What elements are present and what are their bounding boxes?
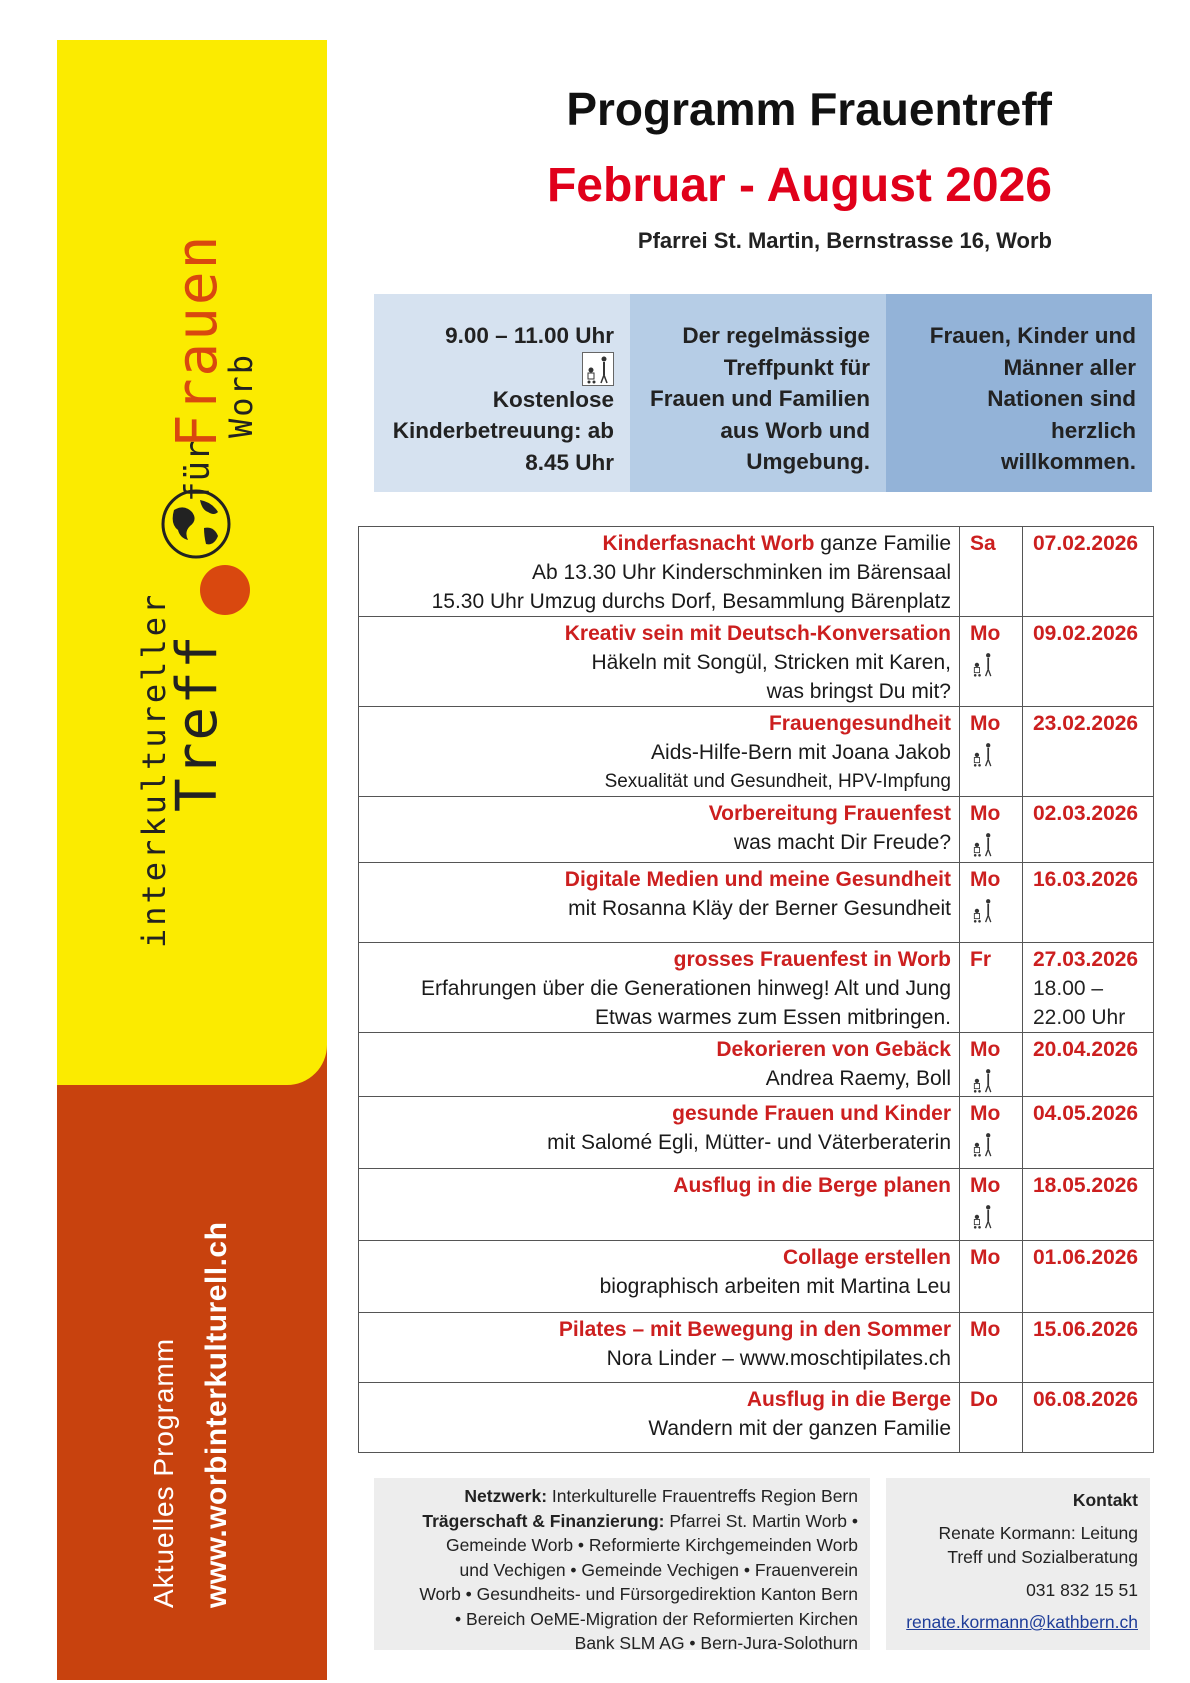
event-detail: Etwas warmes zum Essen mitbringen. <box>595 1006 951 1029</box>
table-row <box>359 1313 1154 1383</box>
childcare-icon <box>970 896 996 924</box>
table-row <box>359 617 1154 707</box>
event-title: Ausflug in die Berge planen <box>673 1174 951 1197</box>
brand-word-frauen: Frauen <box>165 233 230 448</box>
event-date: 06.08.2026 <box>1023 1383 1154 1453</box>
event-detail: mit Salomé Egli, Mütter- und Väterberaterin <box>547 1131 951 1154</box>
sponsor-line: Worb • Gesundheits- und Fürsorgedirektion Kanton Bern <box>419 1584 858 1604</box>
event-date: 18.05.2026 <box>1023 1169 1154 1241</box>
event-detail: Erfahrungen über die Generationen hinweg! Alt und Jung <box>420 977 951 1000</box>
event-detail: Häkeln mit Songül, Stricken mit Karen, <box>591 651 951 674</box>
brand-word-worb: Worb <box>222 352 260 438</box>
contact-phone: 031 832 15 51 <box>1026 1579 1138 1600</box>
childcare-icon <box>970 1066 996 1094</box>
contact-email-link[interactable]: renate.kormann@kathbern.ch <box>906 1612 1138 1632</box>
event-detail: mit Rosanna Kläy der Berner Gesundheit <box>568 897 951 920</box>
table-row <box>359 707 1154 797</box>
event-day: Do <box>960 1383 1023 1453</box>
event-detail: Sexualität und Gesundheit, HPV-Impfung <box>604 771 951 792</box>
event-day: Mo <box>970 1102 1001 1125</box>
event-detail: Ab 13.30 Uhr Kinderschminken im Bärensaal <box>531 561 951 584</box>
brand-word-interkultureller: interkultureller <box>135 591 173 948</box>
event-detail: Andrea Raemy, Boll <box>765 1067 951 1090</box>
brand-bar-top <box>57 40 327 1085</box>
brand-word-treff: Treff <box>165 633 230 812</box>
info-time: 9.00 – 11.00 Uhr <box>445 323 614 348</box>
sponsor-line: Gemeinde Worb • Reformierte Kirchgemeinden Worb <box>445 1535 858 1555</box>
event-time-start: 18.00 – <box>1033 977 1104 1000</box>
contact-person-2: Treff und Sozialberatung <box>947 1547 1138 1567</box>
sponsor-text: Pfarrei St. Martin Worb • <box>664 1510 858 1531</box>
page-title: Programm Frauentreff <box>566 83 1052 135</box>
event-day: Mo <box>970 622 1001 645</box>
event-detail: 15.30 Uhr Umzug durchs Dorf, Besammlung Bärenplatz <box>431 590 951 613</box>
event-date: 20.04.2026 <box>1023 1033 1154 1097</box>
info-welcome-3: Nationen sind <box>987 386 1136 411</box>
table-row <box>359 1033 1154 1097</box>
event-day: Mo <box>970 802 1001 825</box>
event-day: Mo <box>970 868 1001 891</box>
sponsor-line: Bank SLM AG • Bern-Jura-Solothurn <box>574 1633 858 1653</box>
event-detail: was macht Dir Freude? <box>733 831 951 854</box>
info-desc-3: Frauen und Familien <box>649 386 870 411</box>
page-subtitle: Februar - August 2026 <box>546 159 1052 212</box>
event-day: Mo <box>970 1038 1001 1061</box>
info-childcare-1: Kostenlose <box>492 386 614 412</box>
event-day: Sa <box>960 527 1023 617</box>
event-title: Ausflug in die Berge <box>746 1388 951 1411</box>
event-title: Dekorieren von Gebäck <box>716 1038 951 1061</box>
brand-dot-icon <box>200 565 250 615</box>
event-title: gesunde Frauen und Kinder <box>672 1102 951 1125</box>
event-title: Frauengesundheit <box>768 712 951 735</box>
info-childcare-2: Kinderbetreuung: ab <box>392 418 614 443</box>
event-day: Mo <box>960 1241 1023 1313</box>
event-title: Kreativ sein mit Deutsch-Konversation <box>564 622 951 645</box>
table-row <box>359 1241 1154 1313</box>
info-desc-5: Umgebung. <box>746 449 870 474</box>
table-row <box>359 527 1154 617</box>
childcare-icon <box>970 1130 996 1158</box>
contact-heading: Kontakt <box>1072 1490 1138 1510</box>
table-row <box>359 1169 1154 1241</box>
sponsor-line: • Bereich OeME-Migration der Reformierten Kirchen <box>455 1608 858 1629</box>
table-row <box>359 863 1154 943</box>
table-row <box>359 1383 1154 1453</box>
location: Pfarrei St. Martin, Bernstrasse 16, Worb <box>637 228 1052 253</box>
event-date: 09.02.2026 <box>1023 617 1154 707</box>
event-date: 04.05.2026 <box>1023 1097 1154 1169</box>
event-title: Vorbereitung Frauenfest <box>708 802 951 825</box>
event-title: Collage erstellen <box>782 1246 951 1269</box>
table-row <box>359 797 1154 863</box>
info-box-welcome <box>886 294 1152 492</box>
event-title-suffix: ganze Familie <box>814 532 951 555</box>
brand-aktuelles-programm: Aktuelles Programm <box>148 1337 179 1608</box>
event-day: Mo <box>960 1313 1023 1383</box>
network-box <box>374 1478 870 1653</box>
event-date: 27.03.2026 <box>1033 948 1139 971</box>
childcare-icon <box>970 1202 996 1230</box>
info-desc-4: aus Worb und <box>720 417 870 443</box>
brand-website[interactable]: www.worbinterkulturell.ch <box>200 1221 233 1608</box>
info-box-time <box>374 294 630 492</box>
event-detail: biographisch arbeiten mit Martina Leu <box>599 1275 951 1298</box>
event-title: Pilates – mit Bewegung in den Sommer <box>558 1318 951 1341</box>
event-detail: was bringst Du mit? <box>766 680 951 703</box>
table-row <box>359 943 1154 1033</box>
info-box-description <box>630 294 886 492</box>
event-day: Mo <box>970 712 1001 735</box>
info-childcare-3: 8.45 Uhr <box>525 449 614 475</box>
event-date: 23.02.2026 <box>1023 707 1154 797</box>
event-date: 07.02.2026 <box>1023 527 1154 617</box>
sponsor-label: Trägerschaft & Finanzierung: <box>422 1510 665 1531</box>
network-text: Interkulturelle Frauentreffs Region Bern <box>547 1486 858 1506</box>
info-welcome-5: willkommen. <box>1000 449 1136 474</box>
brand-bar-bottom <box>57 1040 327 1680</box>
event-date: 16.03.2026 <box>1023 863 1154 943</box>
event-detail: Aids-Hilfe-Bern mit Joana Jakob <box>651 741 951 764</box>
contact-box <box>886 1478 1150 1650</box>
childcare-icon <box>970 830 996 858</box>
childcare-icon <box>384 352 614 384</box>
info-desc-2: Treffpunkt für <box>723 354 870 380</box>
info-welcome-4: herzlich <box>1050 417 1136 443</box>
event-detail: Nora Linder – www.moschtipilates.ch <box>606 1347 951 1370</box>
info-welcome-1: Frauen, Kinder und <box>929 323 1136 348</box>
info-desc-1: Der regelmässige <box>682 323 870 348</box>
event-date: 02.03.2026 <box>1023 797 1154 863</box>
info-welcome-2: Männer aller <box>1003 354 1136 380</box>
event-time-end: 22.00 Uhr <box>1033 1006 1126 1029</box>
event-title: Kinderfasnacht Worb <box>602 532 815 555</box>
childcare-icon <box>970 650 996 678</box>
event-detail: Wandern mit der ganzen Familie <box>648 1417 951 1440</box>
brand-word-fuer: für <box>178 440 218 502</box>
event-title: Digitale Medien und meine Gesundheit <box>564 868 951 891</box>
event-day: Mo <box>970 1174 1001 1197</box>
event-date: 15.06.2026 <box>1023 1313 1154 1383</box>
network-label: Netzwerk: <box>464 1486 548 1506</box>
contact-person-1: Renate Kormann: Leitung <box>938 1522 1138 1543</box>
table-row <box>359 1097 1154 1169</box>
schedule-table <box>358 526 1154 1453</box>
sponsor-line: und Vechigen • Gemeinde Vechigen • Frauenverein <box>459 1559 858 1580</box>
event-day: Fr <box>960 943 1023 1033</box>
childcare-icon <box>970 740 996 768</box>
event-date: 01.06.2026 <box>1023 1241 1154 1313</box>
event-title: grosses Frauenfest in Worb <box>673 948 951 971</box>
